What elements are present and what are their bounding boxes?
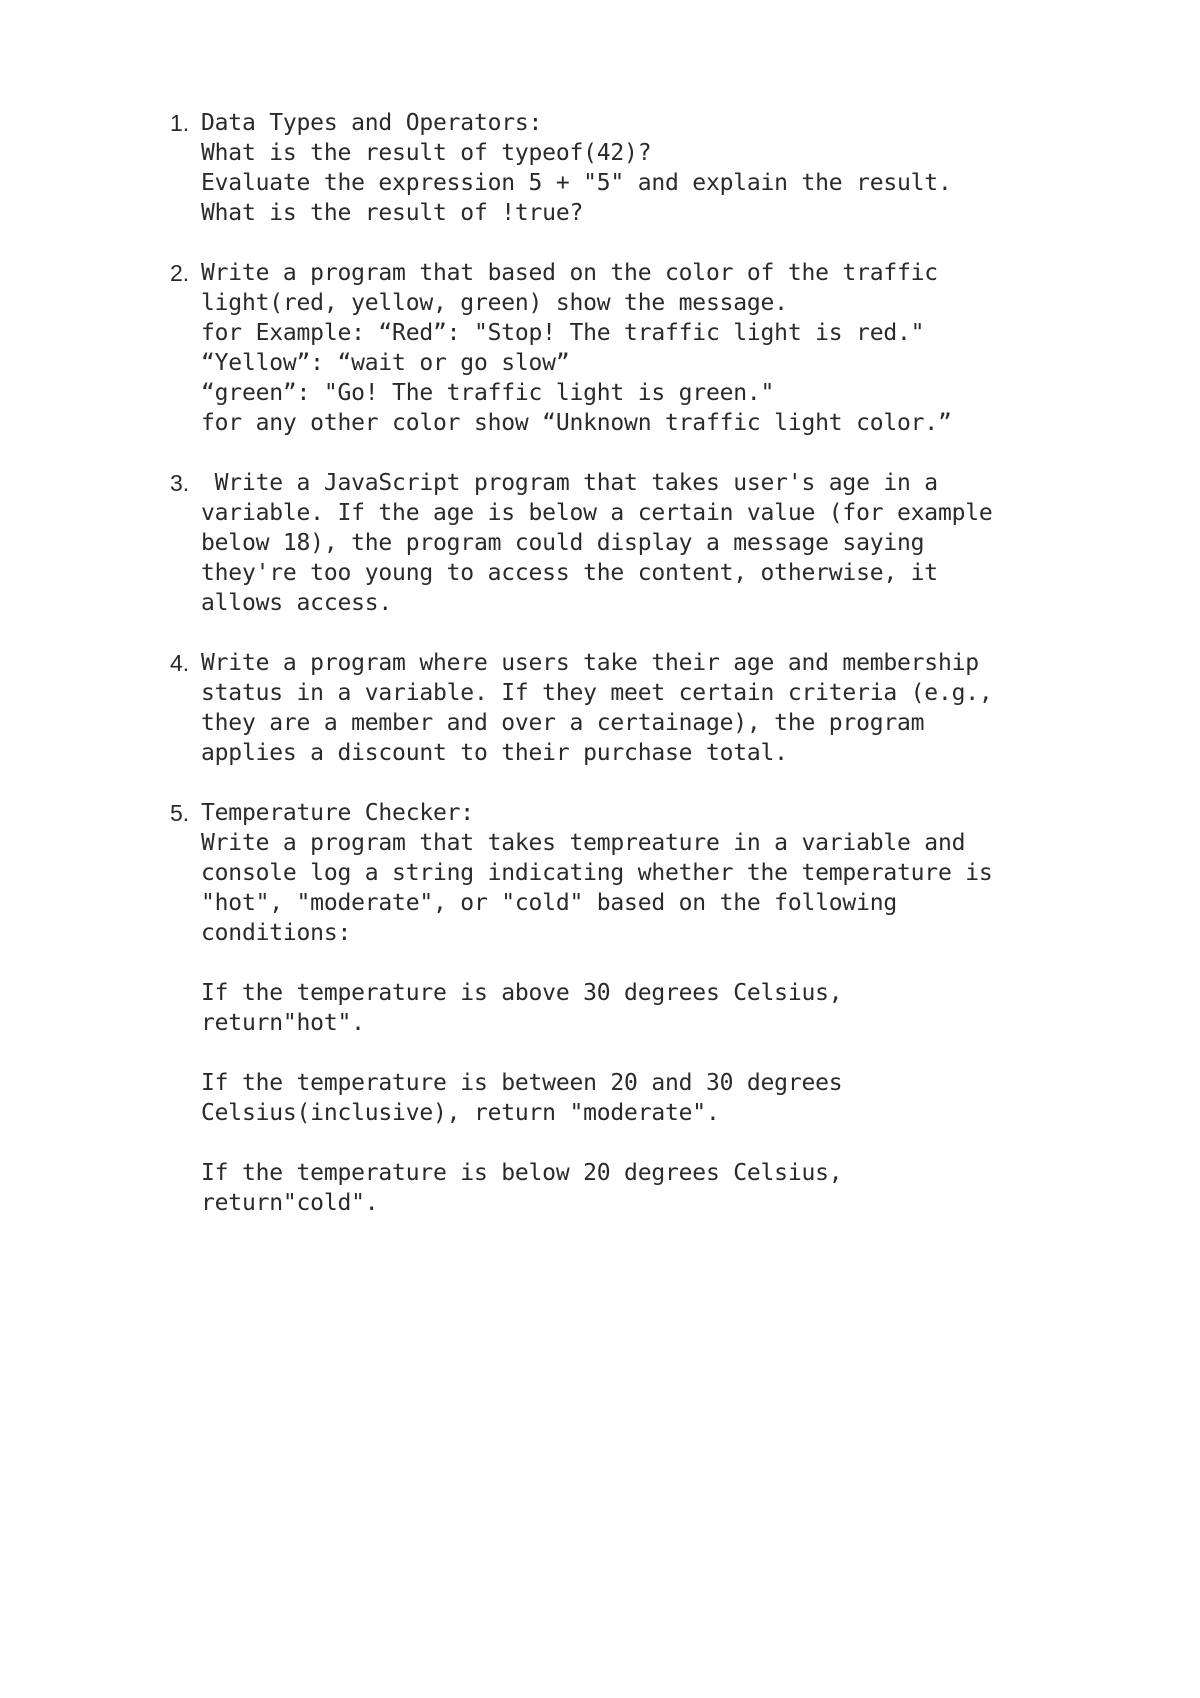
question-item: [170, 648, 1070, 768]
question-line: "hot", "moderate", or "cold" based on the following: [201, 890, 898, 916]
question-body: [201, 468, 1070, 618]
question-line: status in a variable. If they meet certain criteria (e.g.,: [201, 680, 993, 706]
question-number: 1.: [170, 110, 190, 136]
question-body: [201, 108, 1070, 228]
question-line: light(red, yellow, green) show the message.: [201, 290, 788, 316]
question-line: variable. If the age is below a certain value (for example: [201, 500, 993, 526]
question-line: for any other color show “Unknown traffic light color.”: [201, 410, 952, 436]
question-line: What is the result of !true?: [201, 200, 584, 226]
question-number: 3.: [170, 470, 190, 496]
question-body: [201, 258, 1070, 438]
blank-line: [201, 1038, 1070, 1068]
question-line: “green”: "Go! The traffic light is green.": [201, 380, 775, 406]
question-line: Temperature Checker:: [201, 800, 474, 826]
question-line: Evaluate the expression 5 + "5" and explain the result.: [201, 170, 952, 196]
question-body: [201, 798, 1070, 1218]
question-line: return"hot".: [201, 1010, 365, 1036]
question-line: they are a member and over a certainage), the program: [201, 710, 925, 736]
question-line: “Yellow”: “wait or go slow”: [201, 350, 570, 376]
question-line: Data Types and Operators:: [201, 110, 543, 136]
question-number: 2.: [170, 260, 190, 286]
question-line: conditions:: [201, 920, 352, 946]
question-line: What is the result of typeof(42)?: [201, 140, 652, 166]
blank-line: [201, 1128, 1070, 1158]
question-item: [170, 108, 1070, 228]
question-line: Write a JavaScript program that takes user's age in a: [201, 470, 938, 496]
question-item: [170, 468, 1070, 618]
question-body: [201, 648, 1070, 768]
question-line: allows access.: [201, 590, 393, 616]
question-line: Celsius(inclusive), return "moderate".: [201, 1100, 720, 1126]
question-line: console log a string indicating whether the temperature is: [201, 860, 993, 886]
question-item: [170, 258, 1070, 438]
question-line: below 18), the program could display a message saying: [201, 530, 925, 556]
blank-line: [201, 948, 1070, 978]
question-line: return"cold".: [201, 1190, 379, 1216]
question-line: Write a program where users take their age and membership: [201, 650, 979, 676]
question-item: [170, 798, 1070, 1218]
question-line: Write a program that takes tempreature in a variable and: [201, 830, 966, 856]
question-number: 4.: [170, 650, 190, 676]
question-list: [170, 108, 1070, 1248]
question-line: If the temperature is between 20 and 30 degrees: [201, 1070, 843, 1096]
question-line: Write a program that based on the color of the traffic: [201, 260, 938, 286]
question-line: If the temperature is above 30 degrees Celsius,: [201, 980, 843, 1006]
question-number: 5.: [170, 800, 190, 826]
question-line: they're too young to access the content, otherwise, it: [201, 560, 938, 586]
question-line: for Example: “Red”: "Stop! The traffic light is red.": [201, 320, 925, 346]
question-line: applies a discount to their purchase total.: [201, 740, 788, 766]
question-line: If the temperature is below 20 degrees Celsius,: [201, 1160, 843, 1186]
